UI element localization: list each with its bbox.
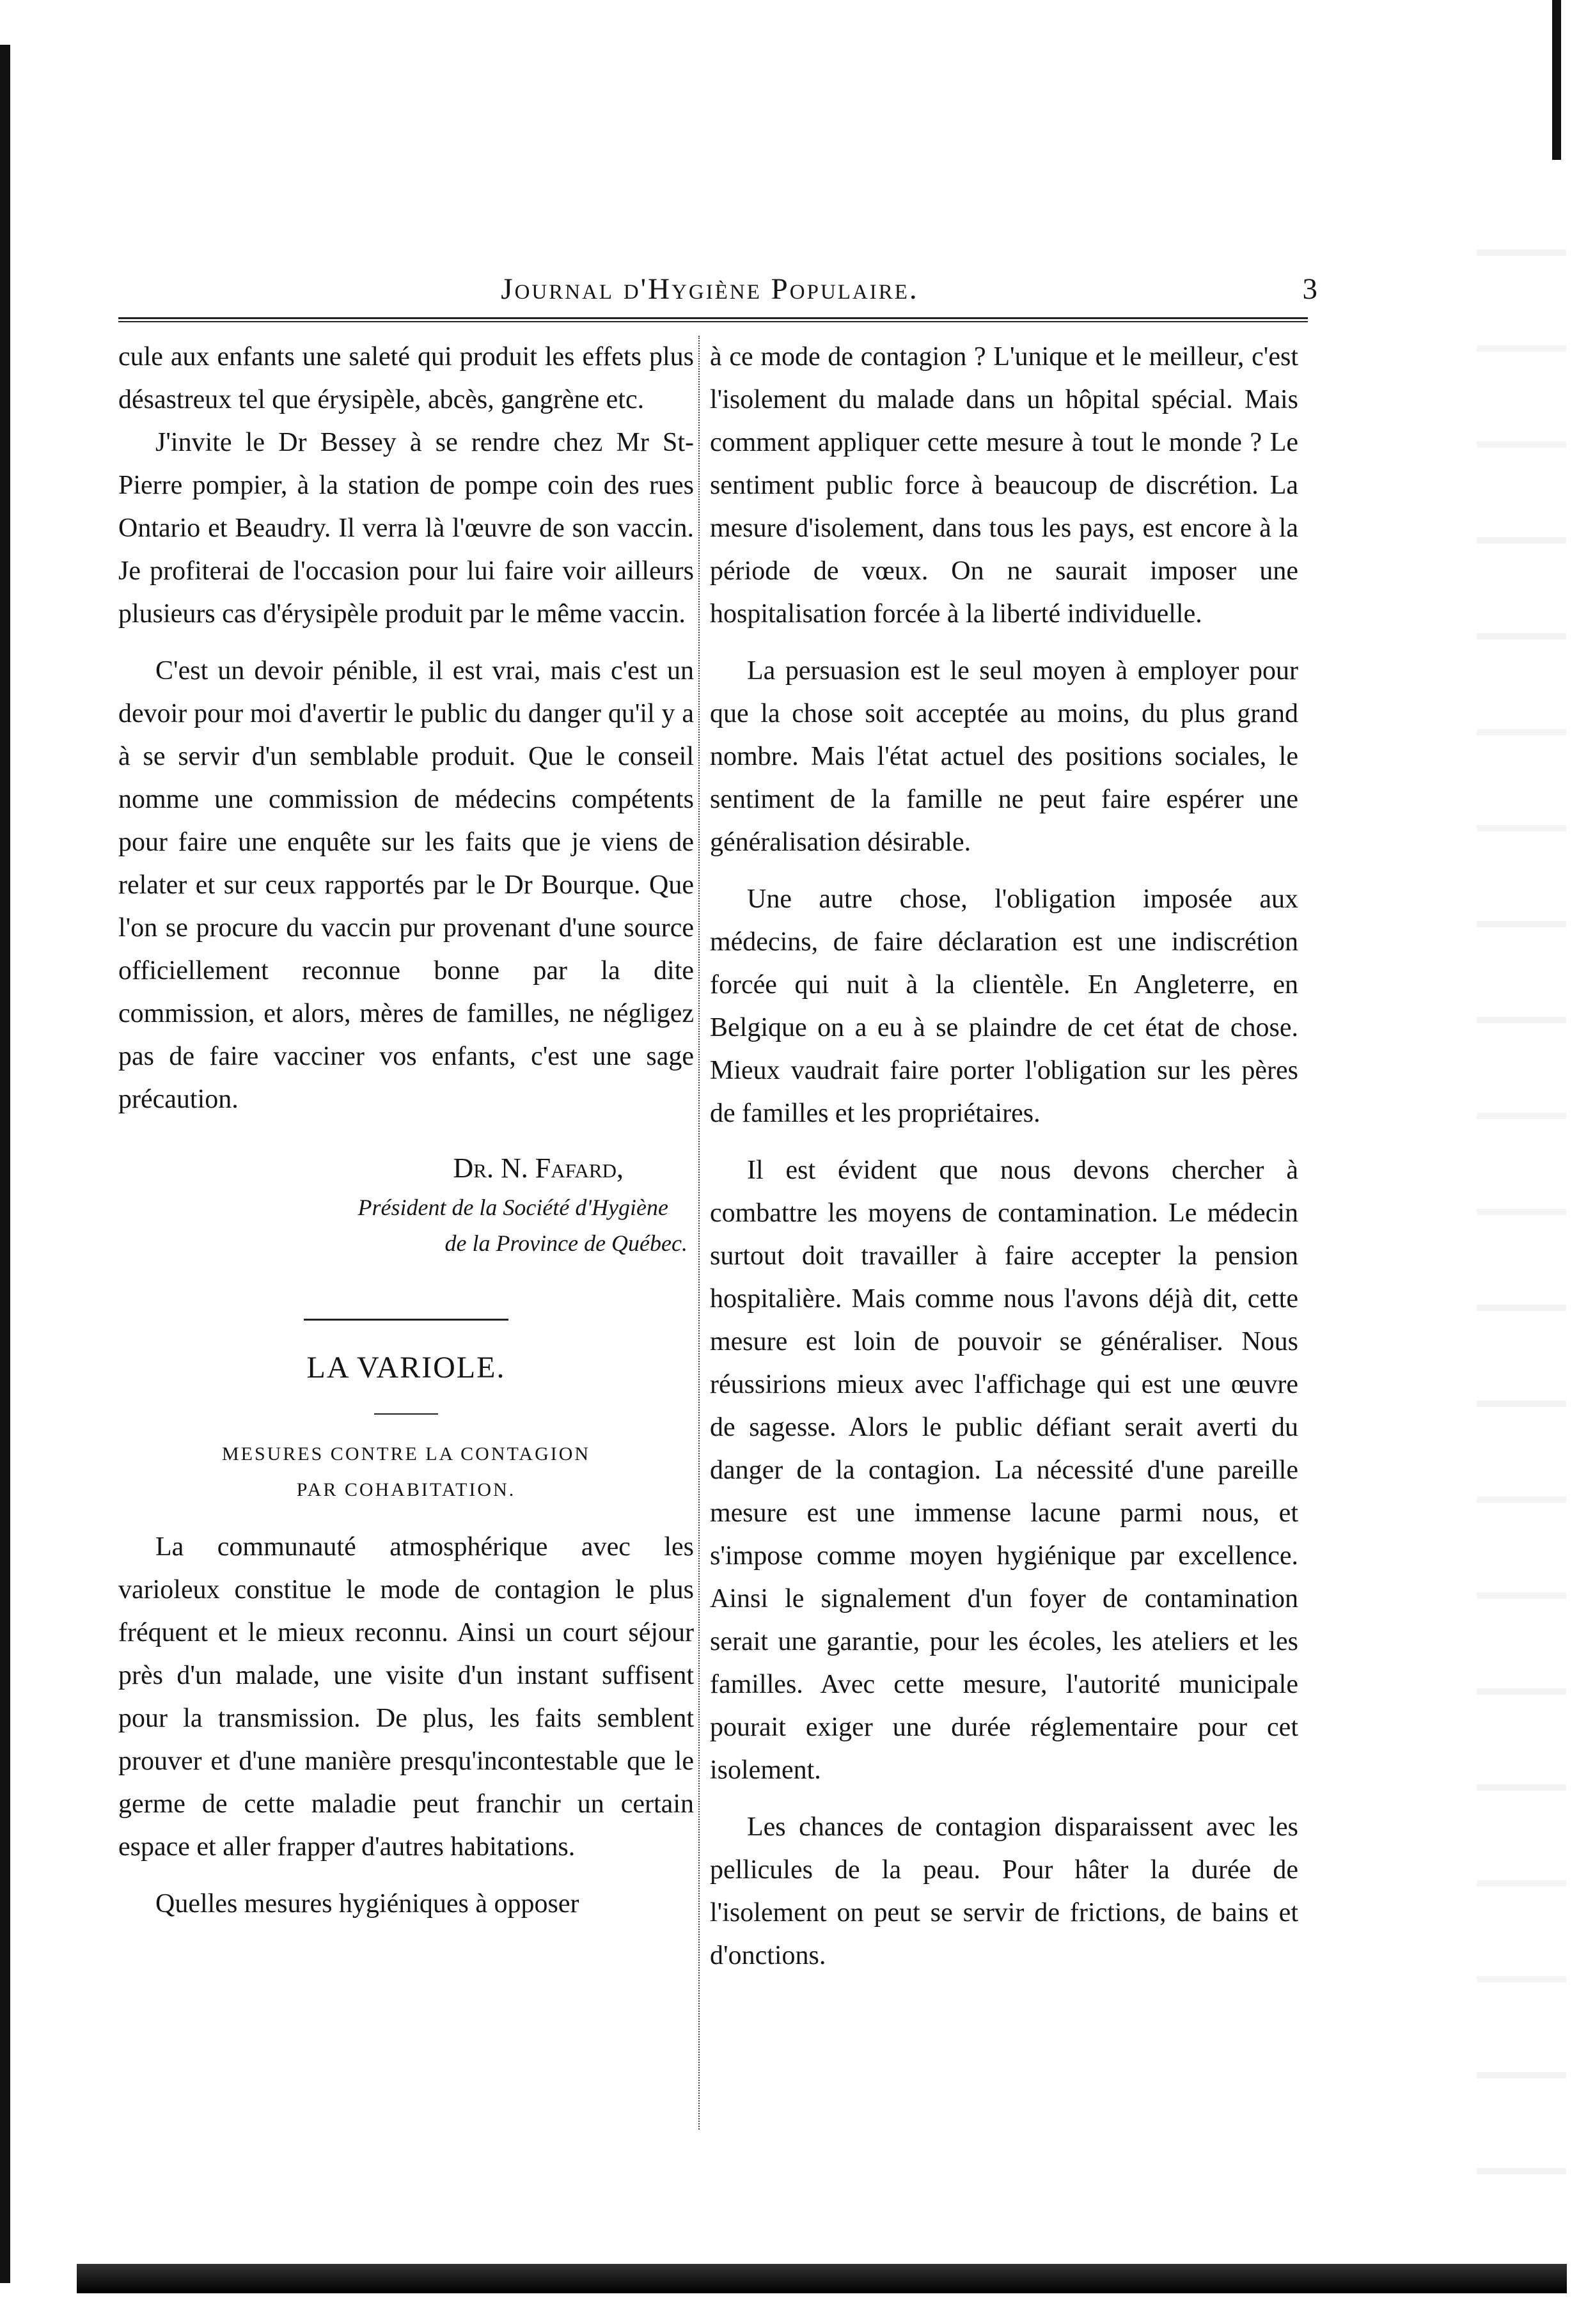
subheading-line: MESURES CONTRE LA CONTAGION [221,1443,591,1464]
scan-border-bottom [77,2264,1567,2293]
page-number: 3 [1302,272,1317,306]
scan-border-right [1552,0,1561,160]
column-divider [698,336,700,2130]
signature-title: Président de la Société d'Hygiène [357,1195,668,1220]
short-divider [374,1413,438,1415]
paragraph: Il est évident que nous devons chercher à combattre les moyens de contamination. Le médecin surtout doit travailler à faire accepter la pension hospitalière. Mais comme nous l'avons déjà dit, cette mesure est loin de pouvoir se généraliser. Nous réussirions mieux avec l'affichage qui est une œuvre de sagesse. Alors le public défiant serait averti du danger de la contagion. La nécessité d'une pareille mesure est une immense lacune parmi nous, et s'impose comme moyen hygiénique par excellence. Ainsi le signalement d'un foyer de contamination serait une garantie, pour les écoles, les ateliers et les familles. Avec cette mesure, l'autorité municipale pourait exiger une durée réglementaire pour cet isolement. [710,1156,1298,1785]
section-title: LA VARIOLE. [306,1351,506,1385]
paragraph: Une autre chose, l'obligation imposée aux médecins, de faire déclaration est une indiscrétion forcée qui nuit à la clientèle. En Angleterre, en Belgique on a eu à se plaindre de cet état de chose. Mieux vaudrait faire porter l'obligation sur les pères de familles et les propriétaires. [710,884,1298,1128]
journal-title: Journal d'Hygiène Populaire. [501,272,919,306]
paragraph: La communauté atmosphérique avec les varioleux constitue le mode de contagion le plus fréquent et le mieux reconnu. Ainsi un court séjour près d'un malade, une visite d'un instant suffisent pour la transmission. De plus, les faits semblent prouver et d'une manière presqu'incontestable que le germe de cette maladie peut franchir un certain espace et aller frapper d'autres habitations. [118,1532,694,1862]
scan-noise [1477,160,1566,2206]
paragraph: C'est un devoir pénible, il est vrai, mais c'est un devoir pour moi d'avertir le public du danger qu'il y a à se servir d'un semblable produit. Que le conseil nomme une commission de médecins compétents pour faire une enquête sur les faits que je viens de relater et sur ceux rapportés par le Dr Bourque. Que l'on se procure du vaccin pur provenant d'une source officiellement reconnue bonne par la dite commission, et alors, mères de familles, ne négligez pas de faire vacciner vos enfants, c'est une sage précaution. [118,656,694,1114]
paragraph: La persuasion est le seul moyen à employer pour que la chose soit acceptée au moins, du plus grand nombre. Mais l'état actuel des positions sociales, le sentiment de la famille ne peut faire espérer une généralisation désirable. [710,656,1298,857]
scan-border-left [0,45,10,2283]
subheading-line: PAR COHABITATION. [296,1479,516,1500]
right-column [710,336,1298,2152]
paragraph: Les chances de contagion disparaissent avec les pellicules de la peau. Pour hâter la durée de l'isolement on peut se servir de frictions, de bains et d'onctions. [710,1812,1298,1970]
left-column [118,336,694,2152]
header-rule [118,317,1308,322]
subheading [118,1436,694,1508]
paragraph: cule aux enfants une saleté qui produit les effets plus désastreux tel que érysipèle, abcès, gangrène etc. [118,342,694,414]
section-divider [304,1319,508,1321]
signature-name: Dr. N. Fafard, [453,1152,624,1184]
paragraph: Quelles mesures hygiéniques à opposer [155,1889,579,1919]
signature-title: de la Province de Québec. [444,1230,687,1256]
paragraph: J'invite le Dr Bessey à se rendre chez Mr St-Pierre pompier, à la station de pompe coin des rues Ontario et Beaudry. Il verra là l'œuvre de son vaccin. Je profiterai de l'occasion pour lui faire voir ailleurs plusieurs cas d'érysipèle produit par le même vaccin. [118,428,694,629]
paragraph: à ce mode de contagion ? L'unique et le meilleur, c'est l'isolement du malade dans un hôpital spécial. Mais comment appliquer cette mesure à tout le monde ? Le sentiment public force à beaucoup de discrétion. La mesure d'isolement, dans tous les pays, est encore à la période de vœux. On ne saurait imposer une hospitalisation forcée à la liberté individuelle. [710,342,1298,629]
running-header [102,272,1317,310]
